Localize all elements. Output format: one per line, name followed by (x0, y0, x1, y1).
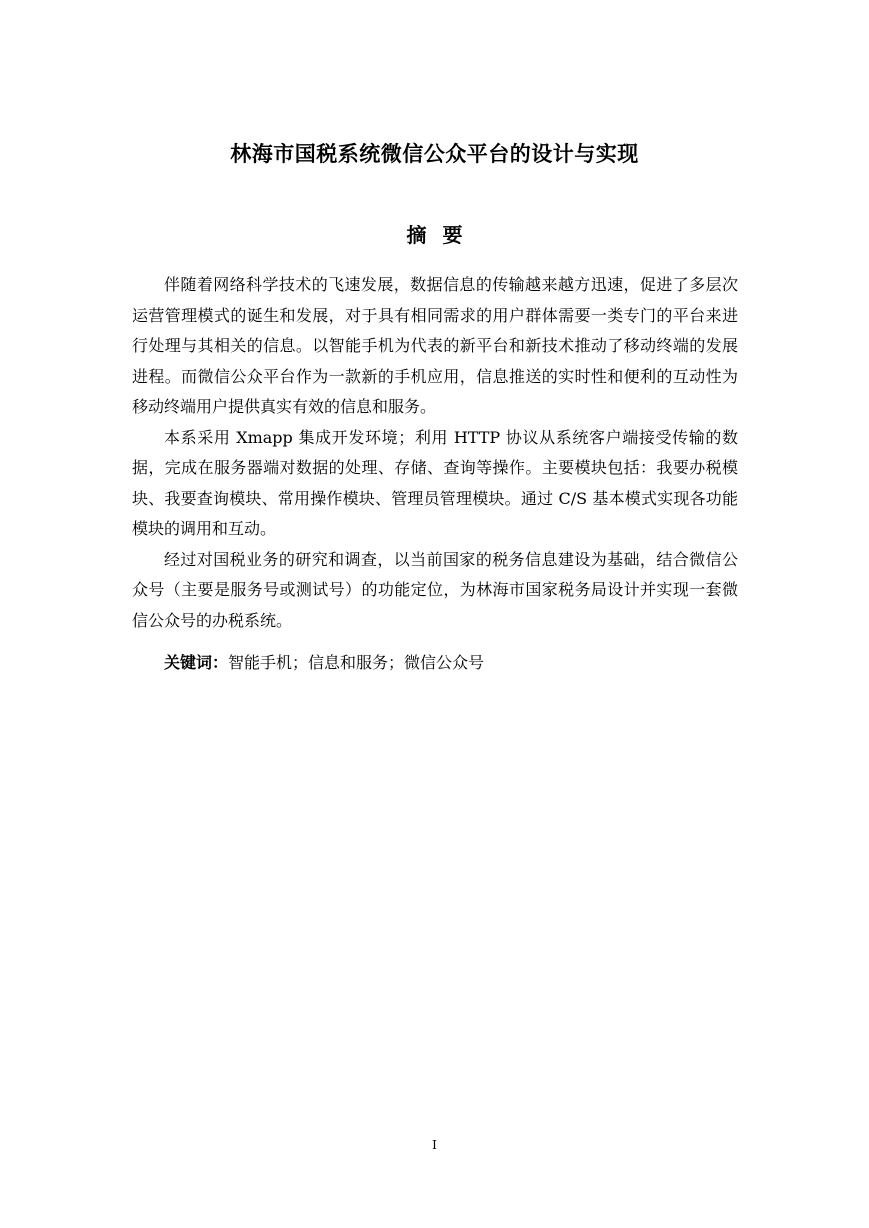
abstract-paragraph-3: 经过对国税业务的研究和调查，以当前国家的税务信息建设为基础，结合微信公众号（主要是服务号或测试号）的功能定位，为林海市国家税务局设计并实现一套微信公众号的办税系统。 (132, 549, 738, 630)
keywords-line (164, 650, 738, 676)
abstract-paragraph-1: 伴随着网络科学技术的飞速发展，数据信息的传输越来越方迅速，促进了多层次运营管理模式的诞生和发展，对于具有相同需求的用户群体需要一类专门的平台来进行处理与其相关的信息。以智能手机为代表的新平台和新技术推动了移动终端的发展进程。而微信公众平台作为一款新的手机应用，信息推送的实时性和便利的互动性为移动终端用户提供真实有效的信息和服务。 (132, 275, 738, 416)
abstract-paragraph-2: 本系采用 Xmapp 集成开发环境；利用 HTTP 协议从系统客户端接受传输的数据，完成在服务器端对数据的处理、存储、查询等操作。主要模块包括：我要办税模块、我要查询模块、常用操作模块、管理员管理模块。通过 C/S 基本模式实现各功能模块的调用和互动。 (132, 427, 738, 538)
abstract-body (132, 270, 738, 636)
keywords-label: 关键词： (164, 653, 229, 672)
paper-title: 林海市国税系统微信公众平台的设计与实现 (230, 141, 639, 166)
abstract-heading: 摘要 (406, 223, 479, 247)
keywords-text: 智能手机；信息和服务；微信公众号 (228, 653, 485, 672)
page-number: I (432, 1138, 437, 1152)
